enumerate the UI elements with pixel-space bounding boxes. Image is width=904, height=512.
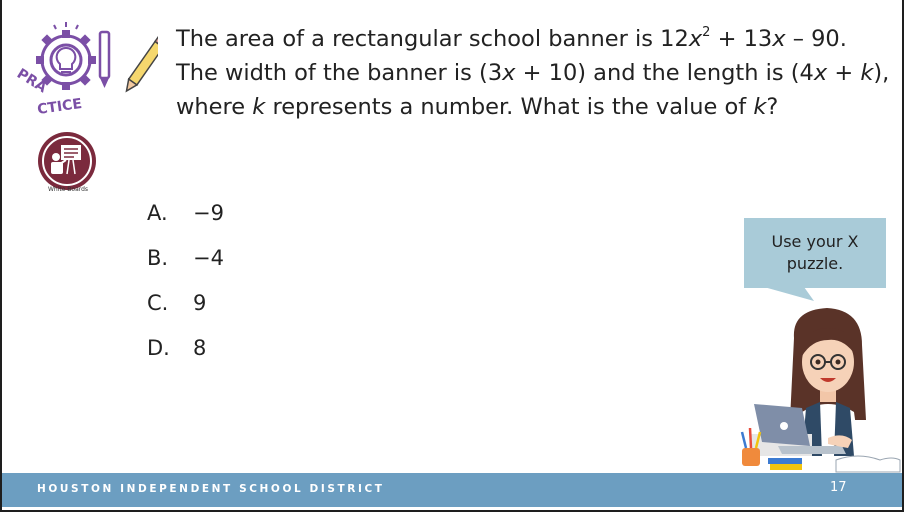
question-line-3: where k represents a number. What is the value of k? [176,94,779,120]
svg-text:PRA: PRA [13,65,50,97]
presenter-board-icon [36,130,98,192]
choice-c[interactable] [147,280,224,325]
page-number: 17 [830,480,847,495]
practice-logo-icon [10,18,158,126]
district-name: HOUSTON INDEPENDENT SCHOOL DISTRICT [37,483,385,495]
student-with-laptop-icon [732,300,902,476]
hint-bubble [744,218,886,288]
question-line-2: The width of the banner is (3x + 10) and the length is (4x + k), [176,60,890,86]
choice-value: 8 [193,335,207,360]
choice-letter: A. [147,200,168,225]
choice-d[interactable] [147,325,224,370]
answer-choices [147,190,224,370]
footer-bar [2,473,902,507]
bubble-tail [764,287,824,301]
question-line-1: The area of a rectangular school banner is $12x^2 + 13x - 90$. [176,24,847,52]
choice-value: 9 [193,290,207,315]
choice-value: −9 [193,200,224,225]
choice-letter: B. [147,245,169,270]
hint-line-1: Use your X [771,232,859,251]
question-text [176,22,896,124]
choice-value: −4 [193,245,224,270]
svg-text:CTICE: CTICE [36,95,83,118]
choice-b[interactable] [147,235,224,280]
choice-a[interactable] [147,190,224,235]
choice-letter: D. [147,335,170,360]
choice-letter: C. [147,290,169,315]
slide [2,0,902,510]
whiteboards-label: White Boards [47,186,89,193]
hint-line-2: puzzle. [786,254,844,273]
